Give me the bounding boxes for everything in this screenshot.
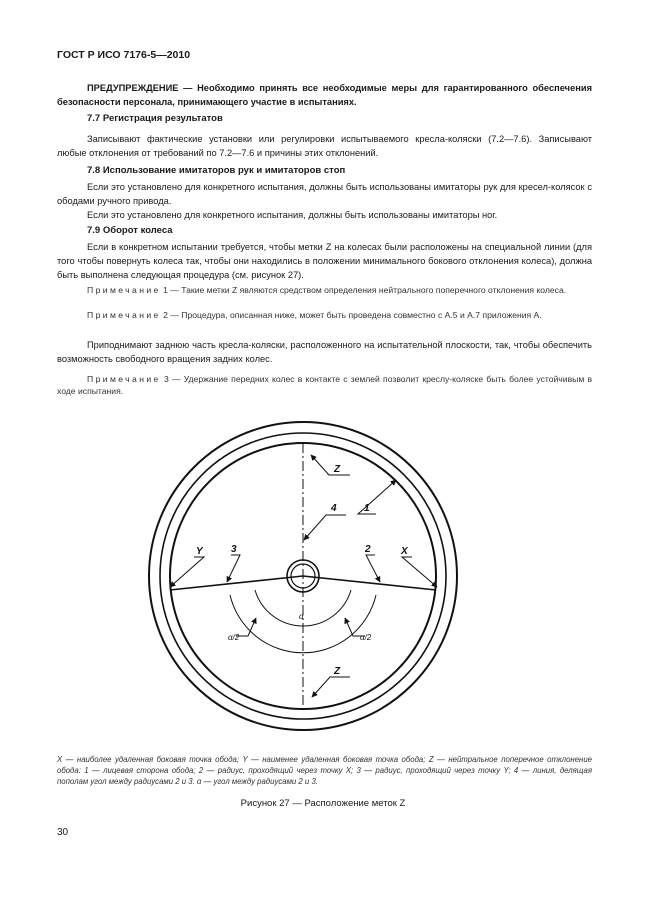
leader-4: [304, 515, 346, 540]
section-7-7-text: Записывают фактические установки или регулировки испытываемого кресла-коляски (7.2—7.6). Записывают любые отклонения от требований по 7.2—7.6 и причины этих отклонений.: [57, 134, 592, 158]
label-z-bottom: Z: [334, 666, 341, 677]
document-header: ГОСТ Р ИСО 7176-5—2010: [57, 49, 191, 61]
section-7-8-paragraph-2: Если это установлено для конкретного испытания, должны быть использованы имитаторы ног.: [87, 210, 498, 220]
section-7-9-paragraph-1: Если в конкретном испытании требуется, чтобы метки Z на колесах были расположены на специальной линии (для того чтобы повернуть колеса так, чтобы они находились в положении минимального бокового отклонения колеса), должна быть выполнена следующая процедура (см. рисунок 27).: [57, 242, 592, 280]
figure-legend: X — наиболее удаленная боковая точка обода; Y — наименее удаленная боковая точка обода; Z — нейтральное поперечное отклонение обода: 1 — лицевая сторона обода; 2 — радиус, проходящий через точку X; 3 — радиус, проходящий через точку Y; 4 — линия, делящая пополам угол между радиусами 2 и 3. α — угол между радиусами 2 и 3.: [57, 755, 592, 786]
figure-caption: Рисунок 27 — Расположение меток Z: [240, 798, 406, 809]
label-3: 3: [231, 544, 237, 555]
leader-z-top: [311, 455, 350, 475]
leader-3: [227, 555, 240, 582]
leader-z-bottom: [312, 677, 350, 697]
note-1-text: 1 — Такие метки Z являются средством определения нейтрального поперечного отклонения колеса.: [163, 285, 567, 295]
label-4: 4: [331, 503, 337, 514]
note-2-text: 2 — Процедура, описанная ниже, может быть проведена совместно с А.5 и А.7 приложения А.: [163, 310, 542, 320]
label-1: 1: [364, 503, 370, 514]
label-alpha: α: [299, 612, 304, 621]
label-x: X: [401, 546, 408, 557]
section-7-9-paragraph-2: Приподнимают заднюю часть кресла-коляски, расположенного на испытательной плоскости, так, чтобы обеспечить возможность свободного вращения задних колес.: [57, 340, 592, 364]
page-number: 30: [57, 827, 69, 838]
note-1-label: Примечание: [87, 285, 161, 295]
warning-paragraph: ПРЕДУПРЕЖДЕНИЕ — Необходимо принять все необходимые меры для гарантированного обеспечения безопасности персонала, принимающего участие в испытаниях.: [57, 83, 592, 107]
leader-y: [170, 557, 204, 587]
section-7-8-paragraph-1: Если это установлено для конкретного испытания, должны быть использованы имитаторы рук для кресел-колясок с ободами ручного привода.: [57, 182, 592, 206]
note-2-label: Примечание: [87, 310, 161, 320]
section-7-7-title: 7.7 Регистрация результатов: [87, 113, 223, 124]
label-z-top: Z: [334, 464, 341, 475]
note-3-text: 3 — Удержание передних колес в контакте с землей позволит креслу-коляске быть более устойчивым в ходе испытания.: [57, 374, 593, 396]
label-half-right: α/2: [360, 633, 372, 642]
section-7-9-title: 7.9 Оборот колеса: [87, 225, 173, 236]
leader-2: [366, 555, 380, 582]
label-half-left: α/2: [228, 633, 240, 642]
label-2: 2: [365, 544, 371, 555]
note-3-label: Примечание: [87, 374, 161, 384]
section-7-8-title: 7.8 Использование имитаторов рук и имитаторов стоп: [87, 165, 346, 176]
label-y: Y: [196, 546, 203, 557]
leader-x: [402, 557, 437, 587]
